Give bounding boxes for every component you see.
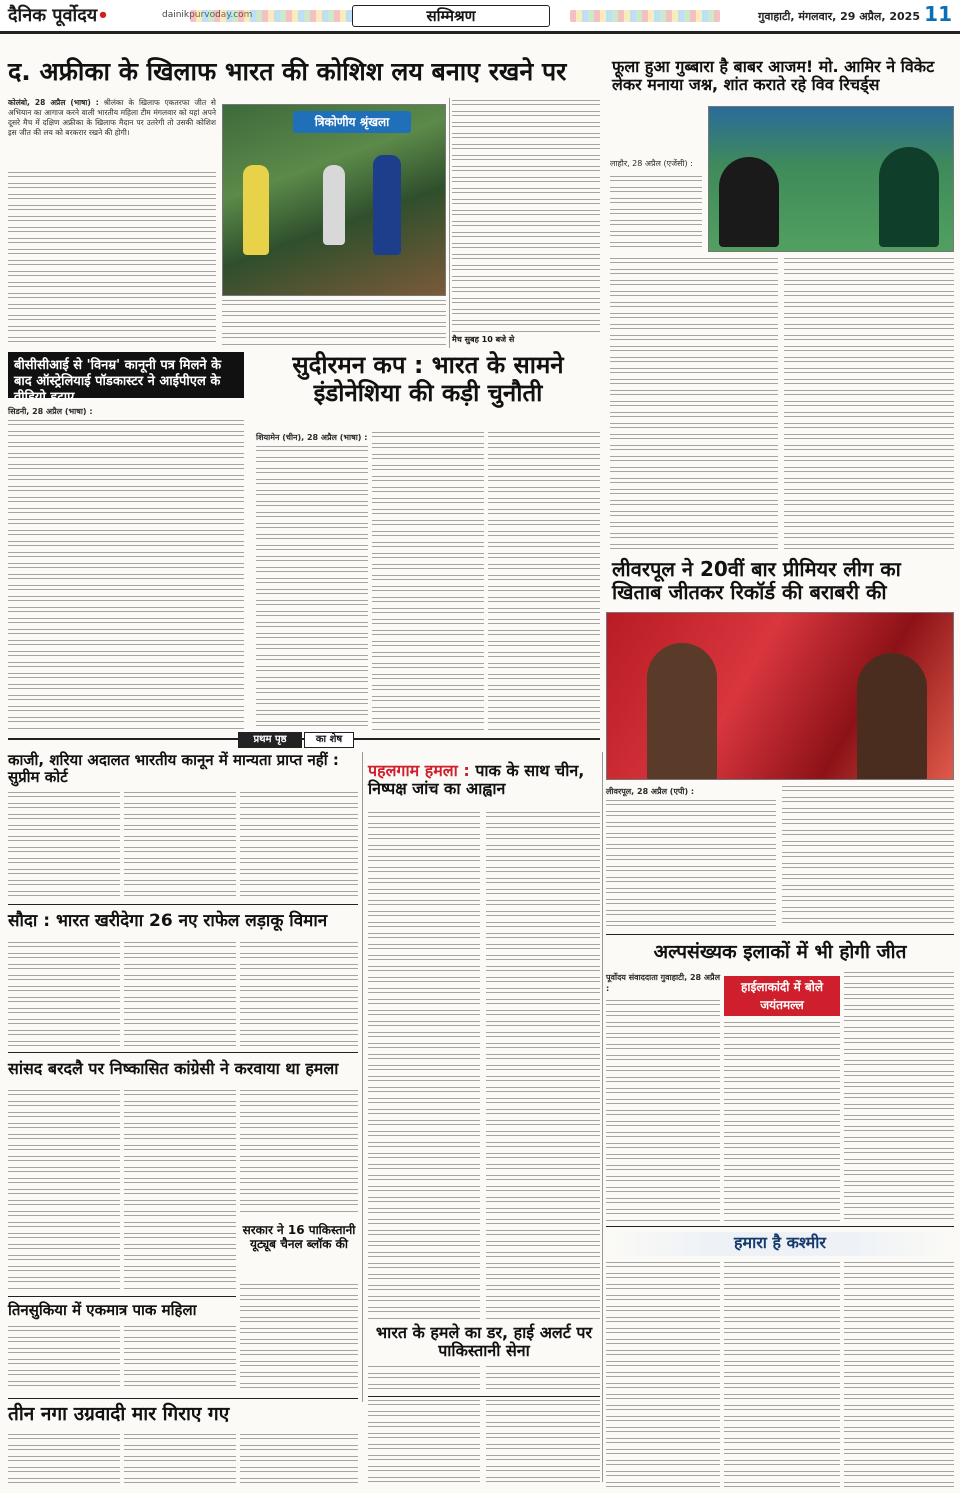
player-figure-1	[243, 165, 269, 255]
player-van-dijk	[647, 643, 717, 780]
india-sa-cricket-photo	[222, 104, 446, 296]
qazi-body-column-1	[8, 792, 120, 900]
match-time-note: मैच सुबह 10 बजे से	[452, 335, 515, 344]
naga-body-column-1	[8, 1434, 120, 1488]
pahalgam-body-column-2	[486, 812, 600, 1392]
army-headline: भारत के हमले का डर, हाई अलर्ट पर पाकिस्तानी सेना	[368, 1320, 600, 1365]
kashmir-rule	[606, 1226, 954, 1227]
qazi-body-column-2	[124, 792, 236, 900]
minority-rule	[606, 934, 954, 935]
babar-dateline: लाहौर, 28 अप्रैल (एजेंसी) :	[610, 159, 693, 168]
liverpool-headline: लीवरपूल ने 20वीं बार प्रीमियर लीग का खिताब जीतकर रिकॉर्ड की बराबरी की	[612, 557, 901, 604]
liverpool-body-column-2	[782, 786, 954, 928]
pahalgam-headline-rest: पाक के साथ चीन, निष्पक्ष जांच का आह्वान	[368, 761, 585, 799]
rafale-body-column-3	[240, 942, 358, 1048]
sudirman-headline: सुदीरमन कप : भारत के सामने इंडोनेशिया की कड़ी चुनौती	[292, 351, 564, 407]
army-body-column-1	[368, 1400, 480, 1488]
tinsukia-body-column-1	[8, 1326, 120, 1392]
bcci-dateline: सिडनी, 28 अप्रैल (भाषा) :	[8, 407, 93, 416]
rafale-body-column-2	[124, 942, 236, 1048]
player-salah	[857, 653, 927, 780]
india-sa-body-column-1	[8, 172, 216, 342]
bcci-body	[8, 420, 244, 732]
tinsukia-headline: तिनसुकिया में एकमात्र पाक महिला	[8, 1301, 197, 1319]
pahalgam-body-column-1	[368, 812, 480, 1392]
umpire-figure	[323, 165, 345, 245]
india-sa-caption-lines	[222, 300, 446, 346]
babar-body-column-1	[610, 258, 778, 550]
babar-headline: फूला हुआ गुब्बारा है बाबर आजम! मो. आमिर ने विकेट लेकर मनाया जश्न, शांत कराते रहे विव रिचर्ड्स	[612, 57, 935, 95]
website-url: dainikpurvoday.com	[162, 10, 253, 20]
triangular-series-tag: त्रिकोणीय श्रृंखला	[293, 111, 411, 133]
minority-body-column-2	[724, 1022, 840, 1222]
babar-body-column-2	[784, 258, 954, 550]
congress-body-column-1	[8, 1090, 120, 1290]
youtube-headline: सरकार ने 16 पाकिस्तानी यूट्यूब चैनल ब्लॉक की	[242, 1223, 356, 1251]
india-sa-headline: द. अफ्रीका के खिलाफ भारत की कोशिश लय बनाए रखने पर	[8, 57, 567, 86]
liverpool-body-column-1	[606, 800, 776, 928]
column-divider	[449, 98, 450, 348]
babar-body-top	[610, 176, 702, 252]
qazi-body-column-3	[240, 792, 358, 900]
naga-body-column-2	[124, 1434, 236, 1488]
india-sa-dateline: कोलंबो, 28 अप्रैल (भाषा) :	[8, 98, 99, 107]
kashmir-body-column-3	[844, 1262, 954, 1488]
army-body-column-2	[486, 1400, 600, 1488]
bowler-figure	[373, 155, 401, 255]
liverpool-dateline: लीवरपूल, 28 अप्रैल (एपी) :	[606, 787, 695, 796]
kashmir-headline: हमारा है कश्मीर	[734, 1233, 826, 1252]
babar-amir-photo	[708, 106, 954, 252]
india-sa-body-column-3	[452, 100, 600, 332]
issue-dateline: गुवाहाटी, मंगलवार, 29 अप्रैल, 2025	[758, 10, 920, 23]
minority-body-column-1	[606, 1000, 720, 1222]
army-rule	[368, 1396, 600, 1397]
kashmir-body-column-2	[724, 1262, 840, 1488]
bcci-headline: बीसीसीआई से 'विनम्र' कानूनी पत्र मिलने के बाद ऑस्ट्रेलियाई पॉडकास्टर ने आईपीएल के वीडियो हटाए	[8, 352, 244, 398]
minority-headline: अल्पसंख्यक इलाकों में भी होगी जीत	[653, 941, 907, 963]
minority-tag: हाईलाकांदी में बोले जयंतमल्ल	[724, 976, 840, 1016]
minority-body-column-3	[844, 972, 954, 1222]
liverpool-celebration-photo	[606, 612, 954, 780]
congress-rule	[8, 1052, 358, 1053]
naga-body-column-3	[240, 1434, 358, 1488]
column-divider-2	[362, 752, 363, 1402]
rafale-rule	[8, 904, 358, 905]
front-page-label: प्रथम पृष्ठ	[238, 732, 302, 748]
masthead	[0, 0, 960, 34]
rafale-body-column-1	[8, 942, 120, 1048]
decorative-strip-left	[190, 10, 360, 22]
youtube-body	[240, 1284, 358, 1392]
front-page-shesh: का शेष	[304, 732, 354, 748]
pahalgam-headline	[368, 762, 600, 799]
rafale-headline: सौदा : भारत खरीदेगा 26 नए राफेल लड़ाकू विमान	[8, 911, 328, 931]
congress-body-column-2	[124, 1090, 236, 1290]
newspaper-logo: दैनिक पूर्वोदय•	[8, 5, 109, 26]
naga-headline: तीन नगा उग्रवादी मार गिराए गए	[8, 1403, 230, 1425]
qazi-headline: काजी, शरिया अदालत भारतीय कानून में मान्यता प्राप्त नहीं : सुप्रीम कोर्ट	[8, 751, 339, 787]
richards-figure	[719, 157, 779, 247]
decorative-strip-right	[570, 10, 720, 22]
india-sa-lead	[8, 98, 216, 138]
india-sa-lead-text: श्रीलंका के खिलाफ एकतरफा जीत से अभियान का आगाज करने वाली भारतीय महिला टीम मंगलवार को यहां अपने दूसरे मैच में दक्षिण अफ्रीका के खिलाफ मैदान पर उतरेगी तो उसकी कोशिश इस जीत की लय को बरकरार रखने की होगी।	[8, 98, 217, 137]
minority-dateline: पूर्वोदय संवाददाता गुवाहाटी, 28 अप्रैल :	[606, 973, 720, 993]
naga-rule	[8, 1398, 358, 1399]
congress-headline: सांसद बरदलै पर निष्कासित कांग्रेसी ने करवाया था हमला	[8, 1059, 339, 1078]
kashmir-banner	[606, 1232, 954, 1256]
sudirman-dateline: शियामेन (चीन), 28 अप्रैल (भाषा) :	[256, 433, 368, 442]
section-title: सम्मिश्रण	[352, 5, 550, 27]
pahalgam-headline-red: पहलगाम हमला :	[368, 761, 470, 780]
column-divider-3	[602, 752, 603, 1482]
amir-figure	[879, 147, 939, 247]
kashmir-body-column-1	[606, 1262, 720, 1488]
tinsukia-rule	[8, 1296, 236, 1297]
sudirman-body-column-2	[372, 432, 484, 732]
sudirman-body-column-3	[488, 432, 600, 732]
congress-body-column-3	[240, 1090, 358, 1214]
page-number: 11	[924, 2, 952, 26]
tinsukia-body-column-2	[124, 1326, 236, 1392]
sudirman-body-column-1	[256, 446, 368, 732]
